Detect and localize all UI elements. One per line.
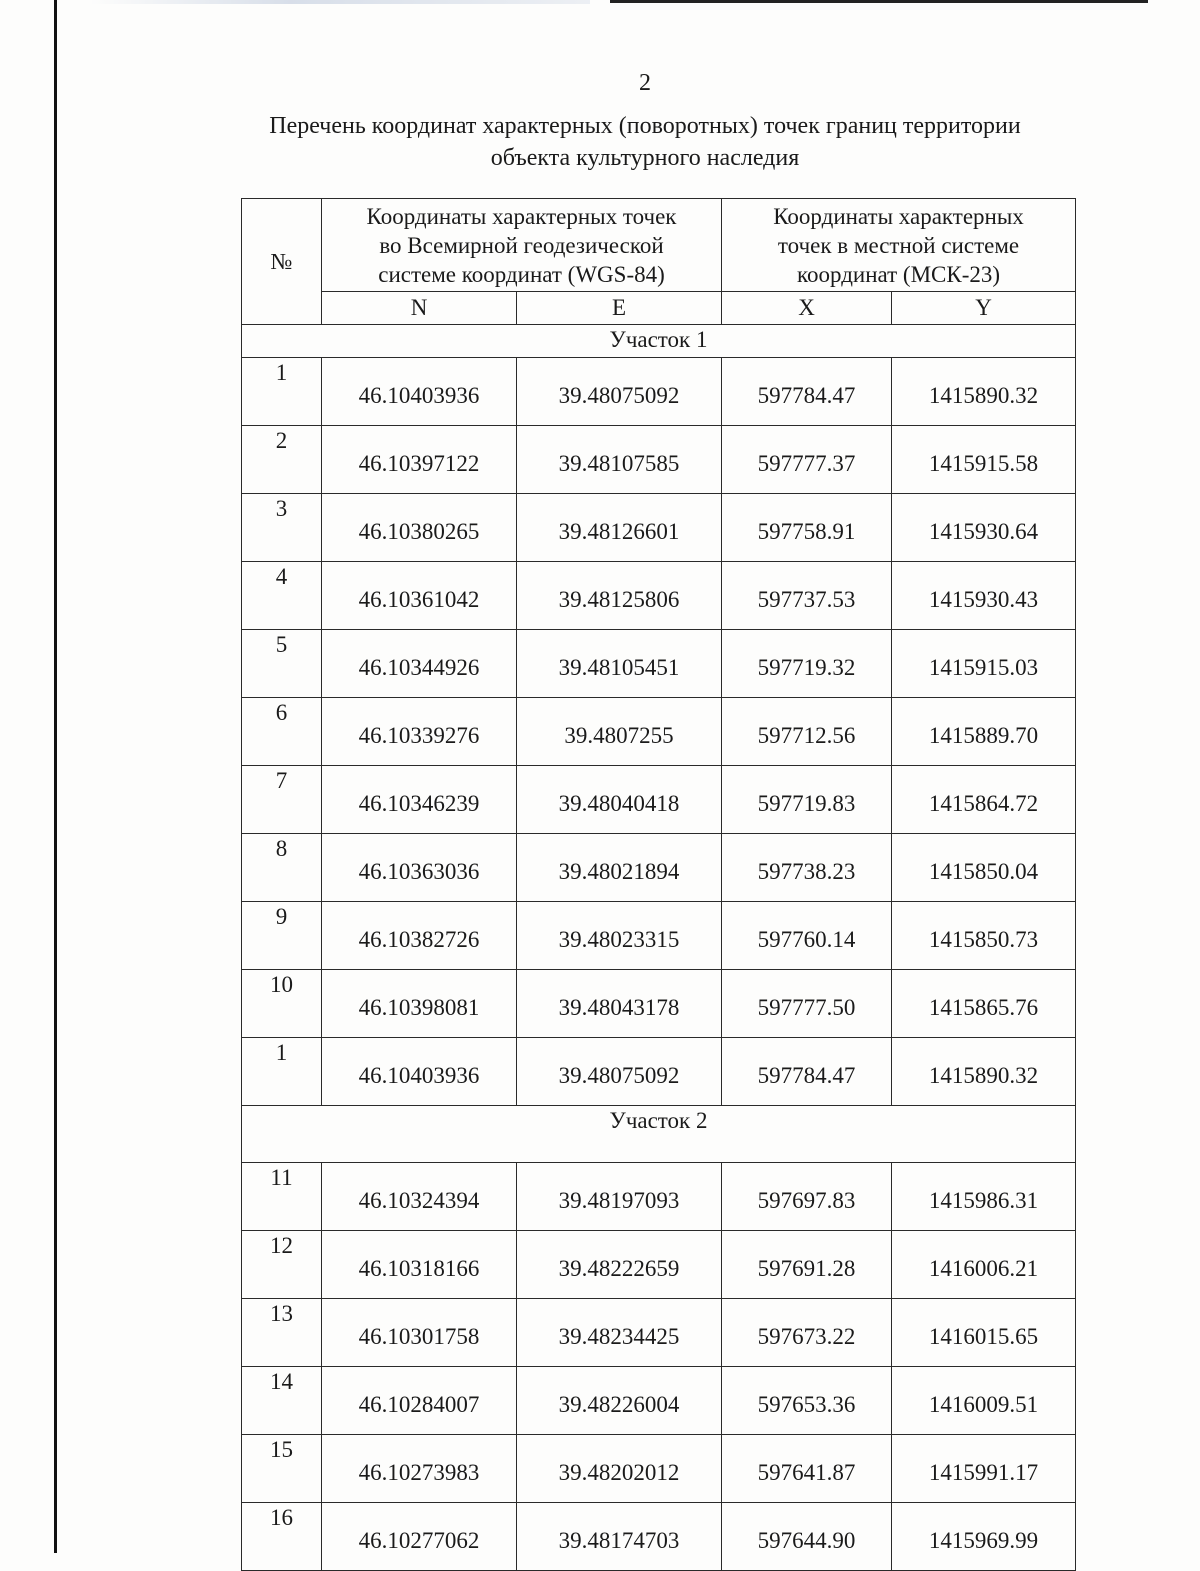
cell-n: 46.10339276 (322, 698, 517, 766)
header-x: X (722, 292, 892, 325)
header-msk23-line-3: координат (МСК-23) (796, 261, 1001, 287)
table-row (242, 494, 1076, 562)
cell-y: 1415864.72 (892, 766, 1076, 834)
cell-y: 1415915.03 (892, 630, 1076, 698)
cell-number: 9 (242, 902, 322, 970)
cell-number: 14 (242, 1367, 322, 1435)
header-msk23-line-2: точек в местной системе (777, 232, 1020, 258)
header-number: № (242, 199, 322, 325)
table-row (242, 970, 1076, 1038)
cell-y: 1416006.21 (892, 1231, 1076, 1299)
scan-edge-left (54, 0, 57, 1553)
cell-n: 46.10301758 (322, 1299, 517, 1367)
scan-smudge-top (90, 0, 590, 4)
cell-x: 597784.47 (722, 1038, 892, 1106)
table-row (242, 1299, 1076, 1367)
cell-n: 46.10403936 (322, 1038, 517, 1106)
cell-n: 46.10277062 (322, 1503, 517, 1571)
cell-e: 39.48226004 (517, 1367, 722, 1435)
document-title (230, 110, 1060, 174)
cell-e: 39.48234425 (517, 1299, 722, 1367)
cell-e: 39.48125806 (517, 562, 722, 630)
cell-n: 46.10318166 (322, 1231, 517, 1299)
section-title: Участок 1 (242, 325, 1076, 358)
cell-e: 39.48174703 (517, 1503, 722, 1571)
cell-number: 12 (242, 1231, 322, 1299)
cell-x: 597691.28 (722, 1231, 892, 1299)
cell-number: 2 (242, 426, 322, 494)
header-msk23-line-1: Координаты характерных (773, 203, 1024, 229)
cell-y: 1415930.64 (892, 494, 1076, 562)
cell-y: 1415915.58 (892, 426, 1076, 494)
document-title-line-1: Перечень координат характерных (поворотных) точек границ территории (269, 113, 1021, 139)
table-row (242, 358, 1076, 426)
cell-n: 46.10344926 (322, 630, 517, 698)
cell-x: 597719.83 (722, 766, 892, 834)
table-row (242, 1503, 1076, 1571)
cell-number: 13 (242, 1299, 322, 1367)
cell-number: 10 (242, 970, 322, 1038)
cell-y: 1415930.43 (892, 562, 1076, 630)
cell-x: 597697.83 (722, 1163, 892, 1231)
cell-x: 597673.22 (722, 1299, 892, 1367)
table-row (242, 766, 1076, 834)
table-row (242, 1367, 1076, 1435)
cell-number: 15 (242, 1435, 322, 1503)
header-n: N (322, 292, 517, 325)
cell-number: 16 (242, 1503, 322, 1571)
cell-x: 597777.50 (722, 970, 892, 1038)
table-row (242, 698, 1076, 766)
cell-n: 46.10363036 (322, 834, 517, 902)
cell-e: 39.4807255 (517, 698, 722, 766)
cell-e: 39.48202012 (517, 1435, 722, 1503)
cell-x: 597644.90 (722, 1503, 892, 1571)
cell-n: 46.10324394 (322, 1163, 517, 1231)
cell-y: 1415969.99 (892, 1503, 1076, 1571)
cell-x: 597784.47 (722, 358, 892, 426)
scan-edge-top (610, 0, 1148, 3)
cell-number: 1 (242, 358, 322, 426)
table-row (242, 630, 1076, 698)
cell-e: 39.48107585 (517, 426, 722, 494)
cell-e: 39.48075092 (517, 1038, 722, 1106)
table-row (242, 834, 1076, 902)
cell-y: 1415850.73 (892, 902, 1076, 970)
header-y: Y (892, 292, 1076, 325)
table-row (242, 1435, 1076, 1503)
cell-number: 6 (242, 698, 322, 766)
header-wgs84-line-1: Координаты характерных точек (366, 203, 677, 229)
cell-number: 4 (242, 562, 322, 630)
cell-n: 46.10273983 (322, 1435, 517, 1503)
cell-x: 597777.37 (722, 426, 892, 494)
cell-e: 39.48075092 (517, 358, 722, 426)
cell-x: 597641.87 (722, 1435, 892, 1503)
table-row (242, 1231, 1076, 1299)
cell-y: 1415890.32 (892, 358, 1076, 426)
section-title: Участок 2 (242, 1106, 1076, 1163)
cell-number: 11 (242, 1163, 322, 1231)
cell-number: 5 (242, 630, 322, 698)
cell-n: 46.10382726 (322, 902, 517, 970)
header-wgs84 (322, 199, 722, 292)
cell-x: 597738.23 (722, 834, 892, 902)
cell-e: 39.48197093 (517, 1163, 722, 1231)
cell-y: 1416009.51 (892, 1367, 1076, 1435)
header-wgs84-line-3: системе координат (WGS-84) (378, 261, 665, 287)
cell-y: 1415850.04 (892, 834, 1076, 902)
cell-e: 39.48222659 (517, 1231, 722, 1299)
cell-y: 1415890.32 (892, 1038, 1076, 1106)
cell-y: 1415889.70 (892, 698, 1076, 766)
cell-n: 46.10346239 (322, 766, 517, 834)
table-row (242, 1038, 1076, 1106)
cell-n: 46.10398081 (322, 970, 517, 1038)
cell-n: 46.10380265 (322, 494, 517, 562)
cell-x: 597758.91 (722, 494, 892, 562)
cell-number: 7 (242, 766, 322, 834)
cell-e: 39.48023315 (517, 902, 722, 970)
header-e: E (517, 292, 722, 325)
table-row (242, 902, 1076, 970)
cell-e: 39.48126601 (517, 494, 722, 562)
cell-number: 1 (242, 1038, 322, 1106)
cell-y: 1415986.31 (892, 1163, 1076, 1231)
cell-x: 597760.14 (722, 902, 892, 970)
cell-number: 8 (242, 834, 322, 902)
cell-y: 1415991.17 (892, 1435, 1076, 1503)
cell-x: 597737.53 (722, 562, 892, 630)
cell-x: 597653.36 (722, 1367, 892, 1435)
cell-e: 39.48040418 (517, 766, 722, 834)
table-row (242, 562, 1076, 630)
cell-n: 46.10284007 (322, 1367, 517, 1435)
cell-y: 1416015.65 (892, 1299, 1076, 1367)
table-row (242, 1163, 1076, 1231)
cell-x: 597719.32 (722, 630, 892, 698)
table-row (242, 426, 1076, 494)
cell-n: 46.10361042 (322, 562, 517, 630)
header-msk23 (722, 199, 1076, 292)
cell-n: 46.10397122 (322, 426, 517, 494)
header-wgs84-line-2: во Всемирной геодезической (379, 232, 664, 258)
cell-e: 39.48105451 (517, 630, 722, 698)
cell-n: 46.10403936 (322, 358, 517, 426)
cell-number: 3 (242, 494, 322, 562)
cell-y: 1415865.76 (892, 970, 1076, 1038)
page-number: 2 (639, 70, 651, 96)
cell-e: 39.48043178 (517, 970, 722, 1038)
coordinates-table (241, 198, 1076, 1571)
cell-e: 39.48021894 (517, 834, 722, 902)
document-title-line-2: объекта культурного наследия (490, 145, 800, 171)
cell-x: 597712.56 (722, 698, 892, 766)
